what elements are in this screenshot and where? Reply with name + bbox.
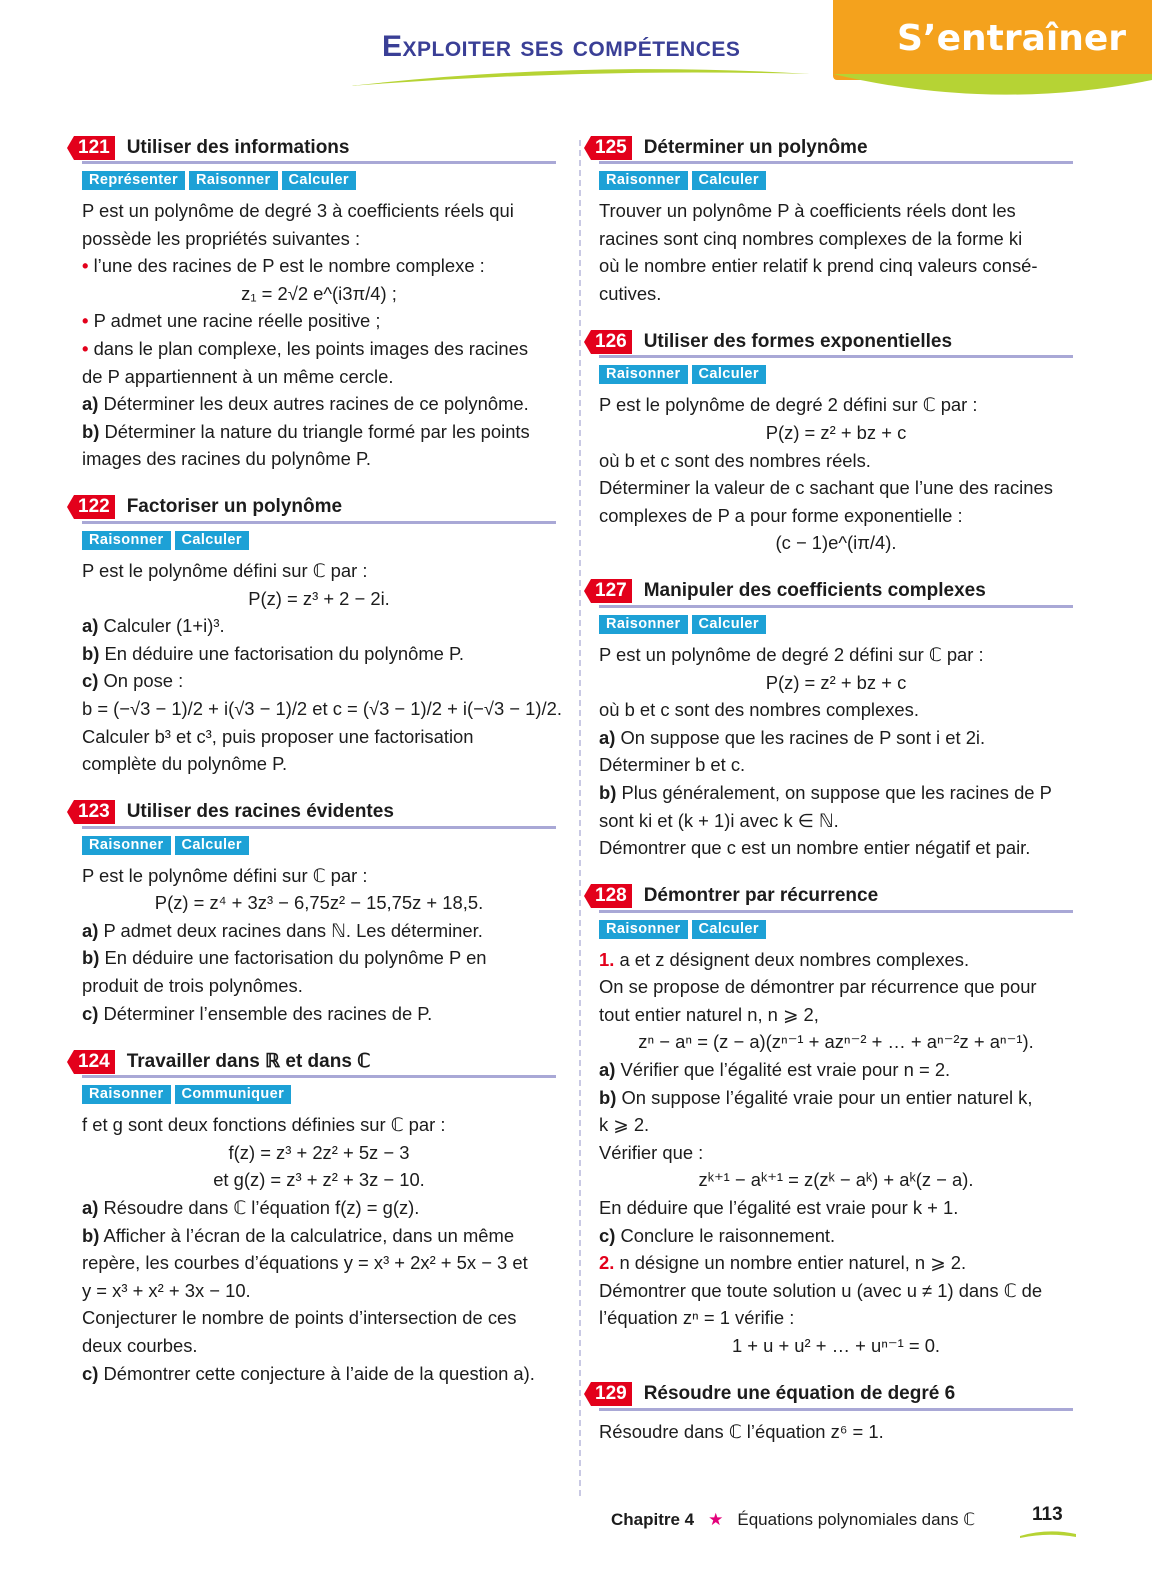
right-column (595, 134, 1073, 1466)
exercise-title: Utiliser des informations (126, 136, 350, 158)
line-text: y = x³ + x² + 3x − 10. (82, 1279, 251, 1301)
exercise-126 (595, 328, 1073, 557)
line-text: En déduire que l’égalité est vraie pour k + 1. (599, 1197, 959, 1219)
text-line (82, 1222, 556, 1250)
text-line (82, 862, 556, 890)
line-text: produit de trois polynômes. (82, 975, 303, 997)
text-line (599, 807, 1073, 835)
question-label: 2. (599, 1252, 615, 1274)
column-divider (579, 140, 581, 1498)
bullet-marker: • (82, 337, 89, 359)
exercise-header (595, 578, 1073, 608)
exercise-header (595, 1381, 1073, 1411)
exercise-header (78, 1048, 556, 1078)
exercise-header (78, 134, 556, 164)
exercise-title: Utiliser des formes exponentielles (643, 330, 953, 352)
line-text: où le nombre entier relatif k prend cinq valeurs consé- (599, 255, 1038, 277)
text-line (599, 280, 1073, 308)
text-line (82, 889, 556, 917)
exercise-header (595, 883, 1073, 913)
question-label: b) (82, 947, 100, 969)
question-label: a) (82, 1197, 99, 1219)
text-line (599, 1166, 1073, 1194)
text-line (82, 280, 556, 308)
text-line (599, 973, 1073, 1001)
line-text: En déduire une factorisation du polynôme P. (104, 642, 465, 664)
text-line (599, 225, 1073, 253)
text-line (82, 1360, 556, 1388)
skill-tag: Raisonner (82, 531, 171, 550)
section-badge (833, 0, 1152, 80)
text-line (82, 1249, 556, 1277)
line-text: Plus généralement, on suppose que les racines de P (621, 781, 1052, 803)
exercise-number: 126 (591, 330, 632, 354)
line-text: On suppose que les racines de P sont i et 2i. (620, 726, 986, 748)
question-label: c) (82, 1362, 99, 1384)
question-label: a) (599, 1059, 616, 1081)
line-text: Déterminer l’ensemble des racines de P. (103, 1002, 433, 1024)
line-text: Calculer b³ et c³, puis proposer une factorisation (82, 725, 474, 747)
text-line (599, 946, 1073, 974)
skill-tag: Calculer (282, 171, 356, 190)
question-label: b) (82, 420, 100, 442)
line-text: P est le polynôme défini sur ℂ par : (82, 864, 368, 886)
line-text: Calculer (1+i)³. (103, 615, 225, 637)
page-number-underline (1020, 1528, 1076, 1538)
text-line (82, 750, 556, 778)
question-label: c) (599, 1224, 616, 1246)
text-line (599, 1139, 1073, 1167)
left-column (78, 134, 562, 1408)
text-line (599, 391, 1073, 419)
line-text: et g(z) = z³ + z² + 3z − 10. (213, 1169, 425, 1191)
line-text: dans le plan complexe, les points images des racines (93, 337, 529, 359)
text-line (82, 1277, 556, 1305)
text-line (599, 1418, 1073, 1446)
skill-tag: Raisonner (82, 1085, 171, 1104)
exercise-number: 129 (591, 1382, 632, 1406)
line-text: Résoudre dans ℂ l’équation f(z) = g(z). (103, 1197, 420, 1219)
skill-tag: Raisonner (82, 836, 171, 855)
skill-tag: Raisonner (599, 171, 688, 190)
skill-tag: Calculer (692, 365, 766, 384)
line-text: Démontrer cette conjecture à l’aide de la question a). (103, 1362, 535, 1384)
exercise-title: Travailler dans ℝ et dans ℂ (126, 1051, 371, 1073)
text-line (599, 252, 1073, 280)
line-text: n désigne un nombre entier naturel, n ⩾ 2. (619, 1252, 967, 1274)
text-line (599, 641, 1073, 669)
text-line (82, 585, 556, 613)
exercise-125 (595, 134, 1073, 307)
question-label: c) (82, 670, 99, 692)
text-line (82, 418, 556, 446)
line-text: P est le polynôme de degré 2 défini sur ℂ par : (599, 394, 978, 416)
skill-tag: Raisonner (599, 920, 688, 939)
question-label: a) (82, 919, 99, 941)
exercise-title: Résoudre une équation de degré 6 (643, 1383, 956, 1405)
question-label: b) (82, 642, 100, 664)
text-line (82, 640, 556, 668)
text-line (82, 1111, 556, 1139)
exercise-title: Factoriser un polynôme (126, 496, 343, 518)
text-line (599, 1304, 1073, 1332)
text-line (82, 612, 556, 640)
skill-tag: Raisonner (599, 615, 688, 634)
text-line (599, 1056, 1073, 1084)
text-line (82, 445, 556, 473)
header-swoosh (350, 64, 810, 90)
line-text: images des racines du polynôme P. (82, 448, 371, 470)
line-text: Déterminer la valeur de c sachant que l’une des racines (599, 477, 1053, 499)
line-text: P est un polynôme de degré 2 défini sur ℂ par : (599, 643, 984, 665)
skill-tag: Calculer (692, 615, 766, 634)
star-icon: ★ (708, 1510, 724, 1529)
text-line (82, 225, 556, 253)
exercise-128 (595, 883, 1073, 1360)
line-text: Vérifier que : (599, 1141, 704, 1163)
line-text: zⁿ − aⁿ = (z − a)(zⁿ⁻¹ + azⁿ⁻² + … + aⁿ⁻²z + aⁿ⁻¹). (638, 1031, 1034, 1053)
question-label: b) (82, 1224, 100, 1246)
exercise-title: Manipuler des coefficients complexes (643, 580, 986, 602)
exercise-number: 128 (591, 884, 632, 908)
text-line (82, 1332, 556, 1360)
text-line (599, 779, 1073, 807)
exercise-header (78, 799, 556, 829)
text-line (599, 419, 1073, 447)
text-line (599, 724, 1073, 752)
line-text: P admet une racine réelle positive ; (93, 310, 381, 332)
text-line (599, 197, 1073, 225)
exercise-123 (78, 799, 556, 1028)
skill-tags (599, 615, 1073, 634)
text-line (599, 474, 1073, 502)
line-text: On se propose de démontrer par récurrence que pour (599, 976, 1037, 998)
line-text: tout entier naturel n, n ⩾ 2, (599, 1003, 819, 1025)
line-text: En déduire une factorisation du polynôme P en (104, 947, 487, 969)
text-line (82, 1139, 556, 1167)
text-line (82, 335, 556, 363)
line-text: Afficher à l’écran de la calculatrice, dans un même (103, 1224, 515, 1246)
line-text: k ⩾ 2. (599, 1114, 650, 1136)
exercise-127 (595, 578, 1073, 862)
line-text: f et g sont deux fonctions définies sur ℂ par : (82, 1114, 446, 1136)
line-text: où b et c sont des nombres réels. (599, 449, 871, 471)
text-line (82, 1000, 556, 1028)
line-text: Déterminer les deux autres racines de ce polynôme. (103, 393, 529, 415)
line-text: P(z) = z³ + 2 − 2i. (248, 587, 390, 609)
text-line (599, 1001, 1073, 1029)
exercise-129 (595, 1381, 1073, 1446)
line-text: Résoudre dans ℂ l’équation z⁶ = 1. (599, 1420, 884, 1442)
skill-tag: Calculer (175, 531, 249, 550)
exercise-header (78, 494, 556, 524)
text-line (599, 669, 1073, 697)
skill-tag: Raisonner (599, 365, 688, 384)
line-text: deux courbes. (82, 1335, 198, 1356)
line-text: b = (−√3 − 1)/2 + i(√3 − 1)/2 et c = (√3 − 1)/2 + i(−√3 − 1)/2. (82, 697, 562, 719)
text-line (599, 834, 1073, 862)
skill-tag: Communiquer (175, 1085, 292, 1104)
exercise-header (595, 134, 1073, 164)
text-line (82, 307, 556, 335)
exercise-number: 124 (74, 1050, 115, 1074)
line-text: complexes de P a pour forme exponentielle : (599, 504, 963, 526)
text-line (599, 751, 1073, 779)
skill-tag: Calculer (175, 836, 249, 855)
exercise-122 (78, 494, 562, 778)
line-text: Conjecturer le nombre de points d’intersection de ces (82, 1307, 517, 1329)
skill-tags (82, 171, 556, 190)
line-text: racines sont cinq nombres complexes de la forme ki (599, 227, 1023, 249)
skill-tag: Calculer (692, 171, 766, 190)
line-text: complète du polynôme P. (82, 753, 288, 775)
line-text: P(z) = z⁴ + 3z³ − 6,75z² − 15,75z + 18,5. (154, 892, 484, 914)
line-text: de P appartiennent à un même cercle. (82, 365, 394, 387)
line-text: P est le polynôme défini sur ℂ par : (82, 559, 368, 581)
text-line (82, 695, 562, 723)
text-line (82, 557, 556, 585)
skill-tags (82, 531, 556, 550)
text-line (82, 252, 556, 280)
section-badge-label: S’entraîner (897, 18, 1127, 59)
exercise-124 (78, 1048, 556, 1387)
bullet-marker: • (82, 255, 89, 277)
page-number: 113 (1032, 1504, 1063, 1525)
skill-tag: Représenter (82, 171, 185, 190)
skill-tags (599, 171, 1073, 190)
text-line (82, 723, 556, 751)
text-line (82, 917, 556, 945)
line-text: zᵏ⁺¹ − aᵏ⁺¹ = z(zᵏ − aᵏ) + aᵏ(z − a). (698, 1169, 974, 1191)
line-text: Déterminer b et c. (599, 754, 746, 776)
question-label: a) (599, 726, 616, 748)
line-text: cutives. (599, 282, 662, 304)
text-line (599, 1249, 1073, 1277)
line-text: On pose : (103, 670, 184, 692)
line-text: a et z désignent deux nombres complexes. (619, 948, 970, 970)
exercise-number: 121 (74, 136, 115, 160)
line-text: Démontrer que c est un nombre entier négatif et pair. (599, 837, 1031, 859)
exercise-number: 123 (74, 800, 115, 824)
text-line (599, 696, 1073, 724)
question-label: b) (599, 781, 617, 803)
text-line (599, 1028, 1073, 1056)
line-text: P(z) = z² + bz + c (765, 671, 907, 693)
page-footer (611, 1510, 975, 1530)
text-line (599, 529, 1073, 557)
question-label: b) (599, 1086, 617, 1108)
exercise-121 (78, 134, 556, 473)
text-line (82, 972, 556, 1000)
exercise-number: 122 (74, 495, 115, 519)
skill-tags (82, 836, 556, 855)
text-line (599, 1222, 1073, 1250)
text-line (82, 1304, 556, 1332)
skill-tag: Calculer (692, 920, 766, 939)
line-text: possède les propriétés suivantes : (82, 227, 361, 249)
question-label: a) (82, 393, 99, 415)
line-text: l’une des racines de P est le nombre complexe : (93, 255, 485, 277)
exercise-number: 125 (591, 136, 632, 160)
text-line (599, 1111, 1073, 1139)
text-line (599, 1277, 1073, 1305)
exercise-number: 127 (591, 579, 632, 603)
line-text: Conclure le raisonnement. (620, 1224, 836, 1246)
skill-tags (82, 1085, 556, 1104)
text-line (82, 197, 556, 225)
skill-tag: Raisonner (189, 171, 278, 190)
line-text: On suppose l’égalité vraie pour un entier naturel k, (621, 1086, 1033, 1108)
text-line (82, 1194, 556, 1222)
line-text: f(z) = z³ + 2z² + 5z − 3 (228, 1141, 410, 1163)
line-text: P admet deux racines dans ℕ. Les déterminer. (103, 919, 483, 941)
line-text: repère, les courbes d’équations y = x³ + 2x² + 5x − 3 et (82, 1252, 528, 1274)
line-text: z₁ = 2√2 e^(i3π/4) ; (241, 282, 397, 304)
badge-green-arc (833, 72, 1152, 106)
line-text: où b et c sont des nombres complexes. (599, 699, 919, 721)
text-line (599, 1194, 1073, 1222)
line-text: Déterminer la nature du triangle formé par les points (104, 420, 530, 442)
question-label: a) (82, 615, 99, 637)
exercise-title: Utiliser des racines évidentes (126, 801, 394, 823)
line-text: P(z) = z² + bz + c (765, 421, 907, 443)
skill-tags (599, 365, 1073, 384)
exercise-title: Démontrer par récurrence (643, 885, 879, 907)
bullet-marker: • (82, 310, 89, 332)
line-text: Trouver un polynôme P à coefficients réels dont les (599, 200, 1016, 221)
text-line (599, 502, 1073, 530)
exercise-header (595, 328, 1073, 358)
line-text: l’équation zⁿ = 1 vérifie : (599, 1307, 795, 1329)
text-line (82, 363, 556, 391)
line-text: sont ki et (k + 1)i avec k ∈ ℕ. (599, 809, 839, 831)
page-header-title: Exploiter ses compétences (382, 30, 741, 63)
line-text: 1 + u + u² + … + uⁿ⁻¹ = 0. (731, 1335, 941, 1356)
text-line (82, 944, 556, 972)
skill-tags (599, 920, 1073, 939)
question-label: 1. (599, 948, 615, 970)
footer-subject: Équations polynomiales dans ℂ (737, 1510, 976, 1529)
footer-chapter: Chapitre 4 (611, 1510, 695, 1529)
exercise-title: Déterminer un polynôme (643, 136, 868, 158)
text-line (599, 1332, 1073, 1360)
text-line (82, 1166, 556, 1194)
text-line (82, 390, 556, 418)
line-text: P est un polynôme de degré 3 à coefficients réels qui (82, 200, 514, 221)
line-text: Démontrer que toute solution u (avec u ≠ 1) dans ℂ de (599, 1279, 1043, 1301)
question-label: c) (82, 1002, 99, 1024)
line-text: Vérifier que l’égalité est vraie pour n = 2. (620, 1059, 951, 1081)
line-text: (c − 1)e^(iπ/4). (775, 532, 897, 554)
text-line (82, 667, 556, 695)
text-line (599, 1084, 1073, 1112)
text-line (599, 447, 1073, 475)
